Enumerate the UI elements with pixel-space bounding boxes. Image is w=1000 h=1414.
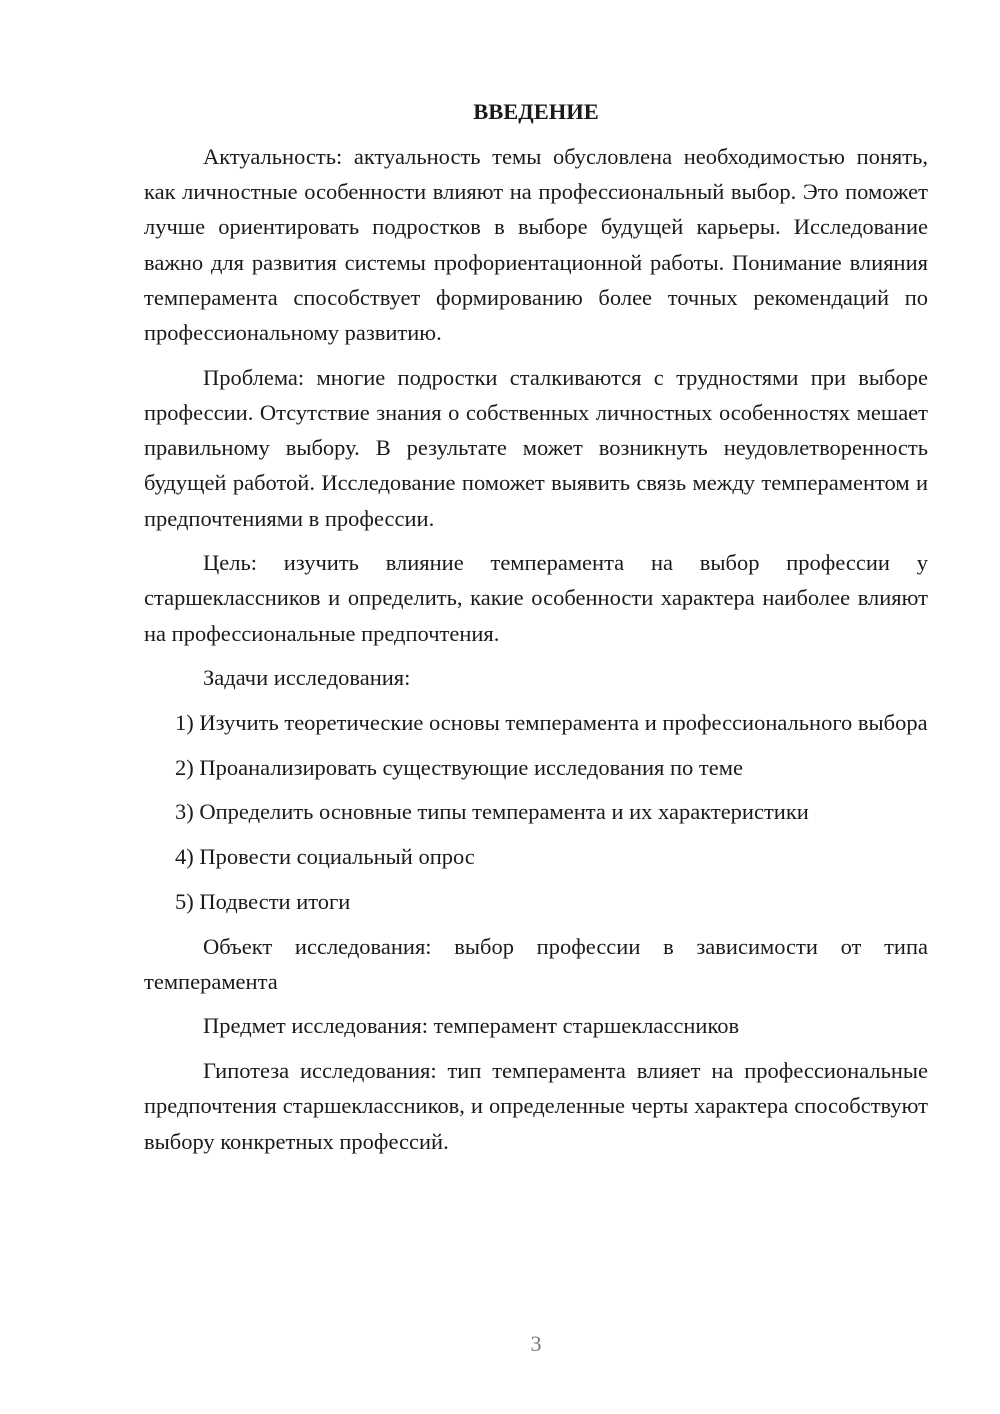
document-page bbox=[144, 94, 928, 1168]
problem-paragraph: Проблема: многие подростки сталкиваются с трудностями при выборе профессии. Отсутствие знания о собственных личностных особенностях мешает правильному выбору. В результате может возникнуть неудовлетворенность будущей работой. Исследование поможет выявить связь между темпераментом и предпочтениями в профессии. bbox=[144, 364, 928, 531]
task-item: 5) Подвести итоги bbox=[175, 888, 351, 914]
tasks-title: Задачи исследования: bbox=[203, 665, 411, 691]
task-item: 4) Провести социальный опрос bbox=[175, 844, 475, 870]
object-paragraph: Объект исследования: выбор профессии в зависимости от типа темперамента bbox=[144, 933, 928, 994]
section-heading: ВВЕДЕНИЕ bbox=[473, 99, 599, 124]
page-number: 3 bbox=[530, 1331, 542, 1356]
subject-paragraph: Предмет исследования: темперамент старшеклассников bbox=[203, 1013, 740, 1039]
task-item: 1) Изучить теоретические основы темперамента и профессионального выбора bbox=[175, 710, 928, 736]
goal-paragraph: Цель: изучить влияние темперамента на выбор профессии у старшеклассников и определить, какие особенности характера наиболее влияют на профессиональные предпочтения. bbox=[144, 550, 928, 646]
task-item: 3) Определить основные типы темперамента и их характеристики bbox=[175, 799, 809, 825]
relevance-paragraph: Актуальность: актуальность темы обусловлена необходимостью понять, как личностные особенности влияют на профессиональный выбор. Это поможет лучше ориентировать подростков в выборе будущей карьеры. Исследование важно для развития системы профориентационной работы. Понимание влияния темперамента способствует формированию более точных рекомендаций по профессиональному развитию. bbox=[144, 144, 928, 346]
hypothesis-paragraph: Гипотеза исследования: тип темперамента влияет на профессиональные предпочтения старшеклассников, и определенные черты характера способствуют выбору конкретных профессий. bbox=[144, 1058, 928, 1154]
task-item: 2) Проанализировать существующие исследования по теме bbox=[175, 754, 743, 780]
